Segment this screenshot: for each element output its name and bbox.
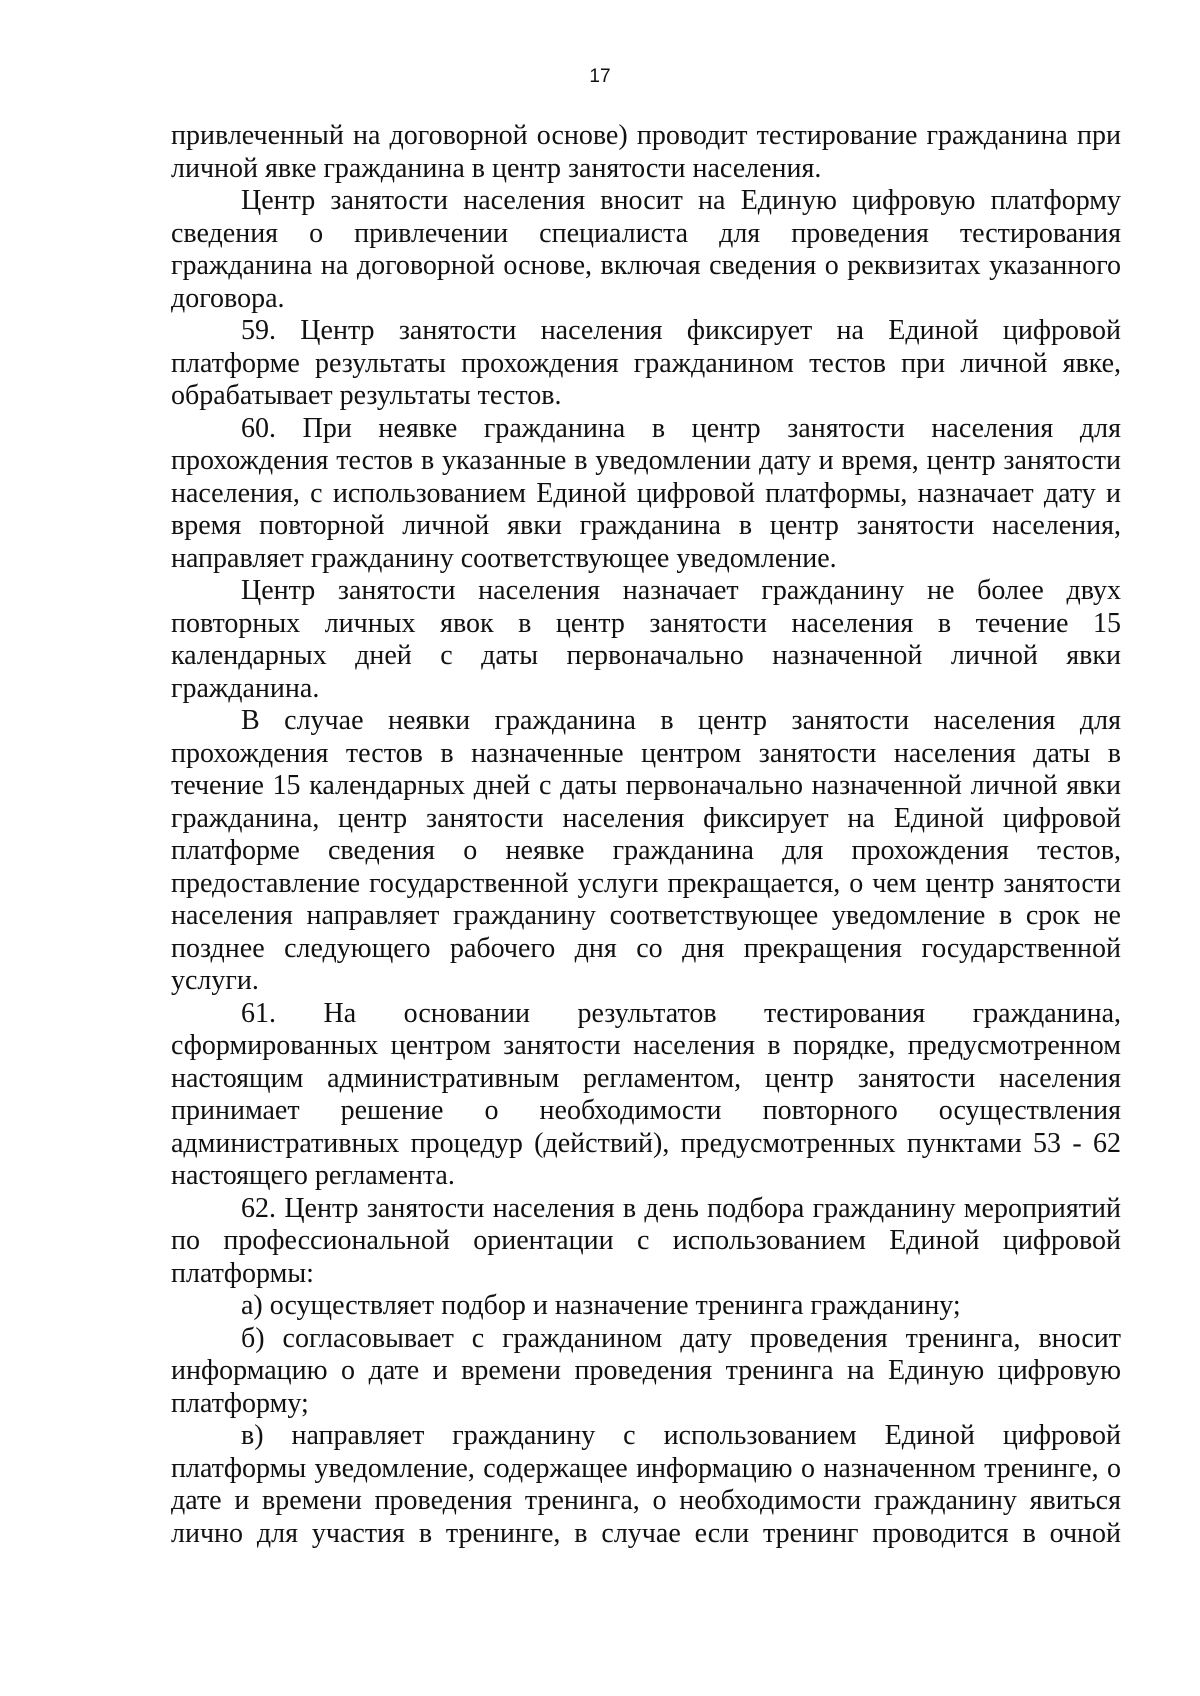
paragraph-item-59: 59. Центр занятости населения фиксирует на Единой цифровой платформе результаты прохождения гражданином тестов при личной явке, обрабатывает результаты тестов. bbox=[171, 315, 1121, 411]
paragraph-item-61: 61. На основании результатов тестирования гражданина, сформированных центром занятости населения в порядке, предусмотренном настоящим административным регламентом, центр занятости населения принимает решение о необходимости повторного осуществления административных процедур (действий), предусмотренных пунктами 53 - 62 настоящего регламента. bbox=[171, 997, 1121, 1191]
page-number: 17 bbox=[589, 66, 611, 87]
paragraph-item-62-a: а) осуществляет подбор и назначение тренинга гражданину; bbox=[241, 1290, 961, 1321]
paragraph-repeat-visits: Центр занятости населения назначает гражданину не более двух повторных личных явок в центр занятости населения в течение 15 календарных дней с даты первоначально назначенной личной явки гражданина. bbox=[171, 575, 1121, 704]
paragraph-specialist-info: Центр занятости населения вносит на Единую цифровую платформу сведения о привлечении специалиста для проведения тестирования гражданина на договорной основе, включая сведения о реквизитах указанного договора. bbox=[171, 185, 1121, 314]
paragraph-item-60: 60. При неявке гражданина в центр занятости населения для прохождения тестов в указанные в уведомлении дату и время, центр занятости населения, с использованием Единой цифровой платформы, назначает дату и время повторной личной явки гражданина в центр занятости населения, направляет гражданину соответствующее уведомление. bbox=[171, 412, 1121, 574]
document-body bbox=[171, 120, 1121, 1550]
paragraph-item-62-c: в) направляет гражданину с использованием Единой цифровой платформы уведомление, содержащее информацию о назначенном тренинге, о дате и времени проведения тренинга, о необходимости гражданину явиться лично для участия в тренинге, в случае если тренинг проводится в очной bbox=[171, 1420, 1121, 1549]
paragraph-continuation: привлеченный на договорной основе) проводит тестирование гражданина при личной явке гражданина в центр занятости населения. bbox=[171, 120, 1121, 184]
paragraph-non-appearance: В случае неявки гражданина в центр занятости населения для прохождения тестов в назначенные центром занятости населения даты в течение 15 календарных дней с даты первоначально назначенной личной явки гражданина, центр занятости населения фиксирует на Единой цифровой платформе сведения о неявке гражданина для прохождения тестов, предоставление государственной услуги прекращается, о чем центр занятости населения направляет гражданину соответствующее уведомление в срок не позднее следующего рабочего дня со дня прекращения государственной услуги. bbox=[171, 705, 1121, 996]
paragraph-item-62-b: б) согласовывает с гражданином дату проведения тренинга, вносит информацию о дате и времени проведения тренинга на Единую цифровую платформу; bbox=[171, 1322, 1121, 1419]
paragraph-item-62: 62. Центр занятости населения в день подбора гражданину мероприятий по профессиональной ориентации с использованием Единой цифровой платформы: bbox=[171, 1192, 1121, 1289]
